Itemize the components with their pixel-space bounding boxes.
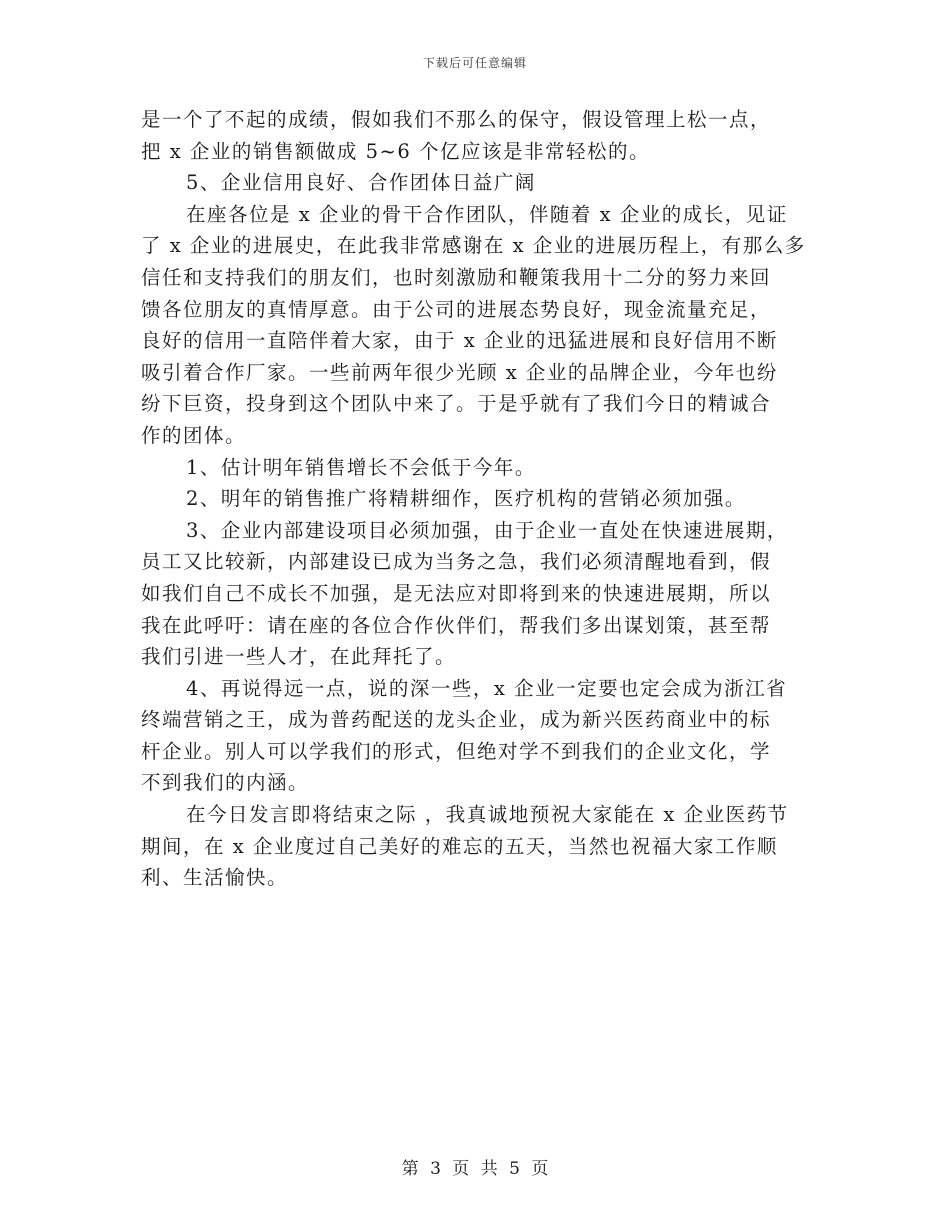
- text-line: 把 x 企业的销售额做成 5~6 个亿应该是非常轻松的。: [141, 139, 650, 163]
- text-line: 我在此呼吁：请在座的各位合作伙伴们，帮我们多出谋划策，甚至帮: [141, 613, 772, 637]
- text-line: 我们引进一些人才，在此拜托了。: [141, 645, 457, 669]
- text-line: 终端营销之王，成为普药配送的龙头企业，成为新兴医药商业中的标: [141, 708, 772, 732]
- text-line: 在座各位是 x 企业的骨干合作团队，伴随着 x 企业的成长，见证: [186, 202, 788, 226]
- text-line: 信任和支持我们的朋友们，也时刻激励和鞭策我用十二分的努力来回: [141, 265, 772, 289]
- text-line: 杆企业。别人可以学我们的形式，但绝对学不到我们的企业文化，学: [141, 739, 772, 763]
- text-line: 1、估计明年销售增长不会低于今年。: [186, 455, 536, 479]
- page-header: 下载后可任意编辑: [422, 56, 527, 70]
- text-line: 期间，在 x 企业度过自己美好的难忘的五天，当然也祝福大家工作顺: [141, 834, 778, 858]
- text-line: 利、生活愉快。: [141, 866, 289, 890]
- text-line: 了 x 企业的进展史，在此我非常感谢在 x 企业的进展历程上，有那么多: [141, 234, 806, 258]
- text-line: 良好的信用一直陪伴着大家，由于 x 企业的迅猛进展和良好信用不断: [141, 329, 778, 353]
- text-line: 馈各位朋友的真情厚意。由于公司的进展态势良好，现金流量充足，: [141, 297, 772, 321]
- text-line: 吸引着合作厂家。一些前两年很少光顾 x 企业的品牌企业，今年也纷: [141, 360, 778, 384]
- text-line: 4、再说得远一点，说的深一些，x 企业一定要也定会成为浙江省: [186, 676, 788, 700]
- text-line: 如我们自己不成长不加强，是无法应对即将到来的快速进展期，所以: [141, 581, 772, 605]
- text-line: 是一个了不起的成绩，假如我们不那么的保守，假设管理上松一点，: [141, 108, 772, 131]
- text-line: 3、企业内部建设项目必须加强，由于企业一直处在快速进展期，: [186, 518, 788, 542]
- page-number-footer: 第 3 页 共 5 页: [401, 1159, 549, 1179]
- text-line: 员工又比较新，内部建设已成为当务之急，我们必须清醒地看到，假: [141, 550, 772, 574]
- document-body: [141, 104, 811, 894]
- text-line: 5、企业信用良好、合作团体日益广阔: [186, 171, 536, 195]
- text-line: 纷下巨资，投身到这个团队中来了。于是乎就有了我们今日的精诚合: [141, 392, 772, 416]
- text-line: 在今日发言即将结束之际 ，我真诚地预祝大家能在 x 企业医药节: [186, 803, 789, 827]
- text-line: 2、明年的销售推广将精耕细作，医疗机构的营销必须加强。: [186, 487, 746, 511]
- text-line: 不到我们的内涵。: [141, 771, 310, 795]
- text-line: 作的团体。: [141, 423, 247, 447]
